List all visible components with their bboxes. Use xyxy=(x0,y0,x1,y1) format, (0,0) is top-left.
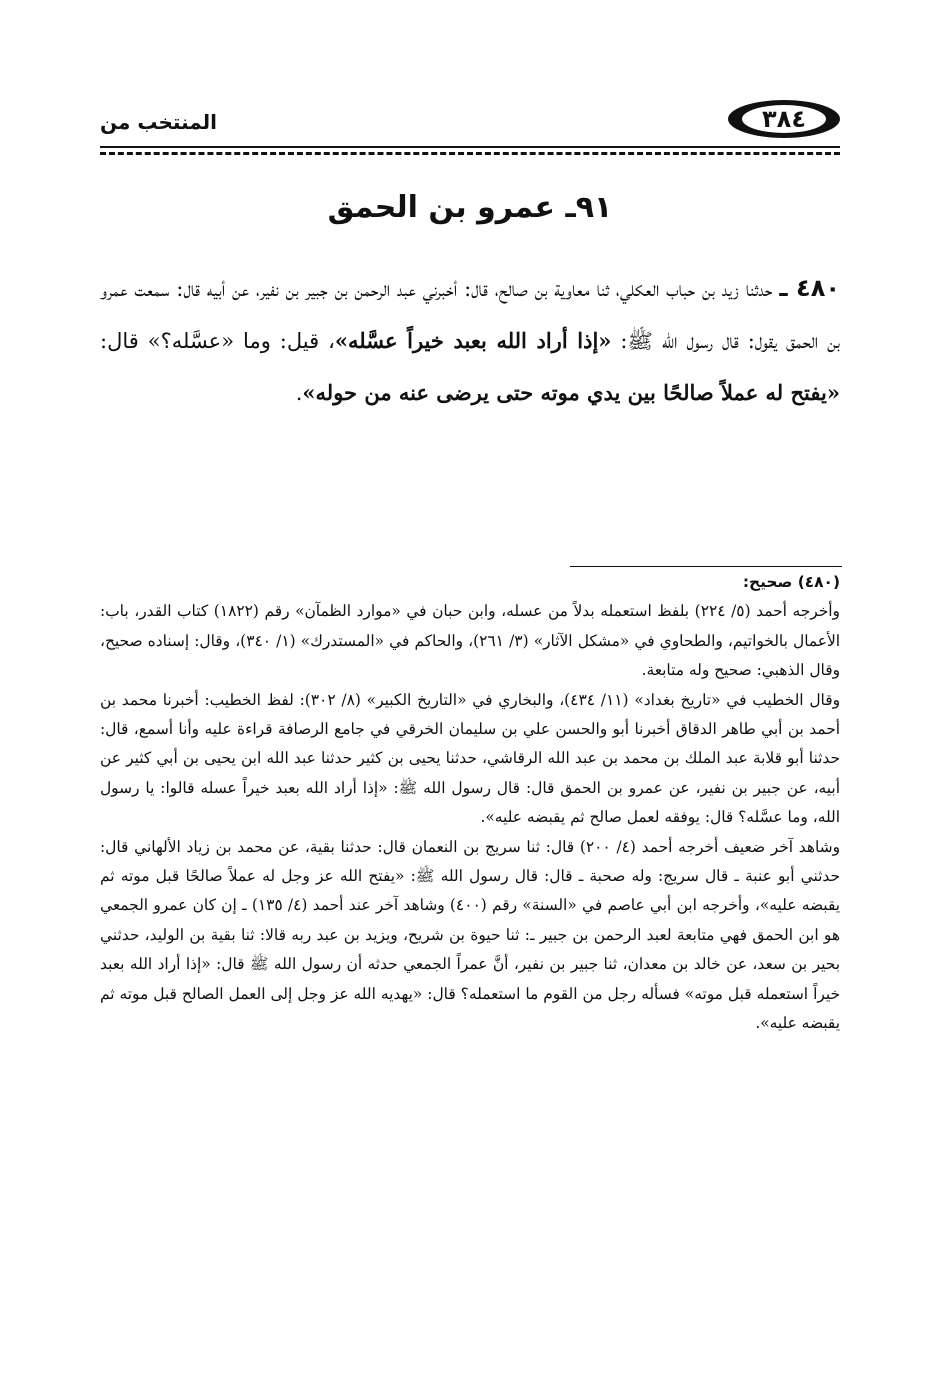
footnote-paragraph: وأخرجه أحمد (٥/ ٢٢٤) بلفظ استعمله بدلاً من عسله، وابن حبان في «موارد الظمآن» رقم (١٨٢٢) كتاب القدر، باب: الأعمال بالخواتيم، والطحاوي في «مشكل الآثار» (٣/ ٢٦١)، والحاكم في «المستدرك» (١/ ٣٤٠)، وقال: إسناده صحيح، وقال الذهبي: صحيح وله متابعة. xyxy=(100,602,841,680)
footnote-separator xyxy=(570,566,842,567)
hadith-isnad: حدثنا زيد بن حباب العكلي، ثنا معاوية بن صالح، قال: أخبرني عبد الرحمن بن جبير بن نفير، عن أبيه قال: سمعت عمرو بن الحمق يقول: قال رسول الله ﷺ: xyxy=(100,277,840,353)
running-title: المنتخب من xyxy=(100,110,218,134)
hadith-quote-1: «إذا أراد الله بعبد خيراً عسَّله» xyxy=(334,328,612,353)
hadith-end: . xyxy=(295,381,303,405)
footnote-paragraph: وقال الخطيب في «تاريخ بغداد» (١١/ ٤٣٤)، والبخاري في «التاريخ الكبير» (٨/ ٣٠٢): لفظ الخطيب: أخبرنا محمد بن أحمد بن أبي طاهر الدقاق أخبرنا أبو والحسن علي بن سليمان الخرقي في جامع الرصافة قراءة عليه وأنا أسمع، قال: حدثنا أبو قلابة عبد الملك بن محمد بن عبد الله الرقاشي، حدثنا يحيى بن كثير حدثنا عبد الله ابن يحيى بن أبي كثير عن أبيه، عن جبير بن نفير، عن عمرو بن الحمق قال: قال رسول الله ﷺ: «إذا أراد الله بعبد خيراً عسله قالوا: يا رسول الله، وما عسَّله؟ قال: يوفقه لعمل صالح ثم يقبضه عليه». xyxy=(100,690,840,827)
hadith-text xyxy=(100,262,840,419)
page-number: ٣٨٤ xyxy=(742,105,826,133)
hadith-continuation: ، قيل: وما «عسَّله؟» قال: xyxy=(100,329,335,353)
page-header xyxy=(100,98,840,148)
header-rule xyxy=(100,146,840,148)
hadith-quote-2: «يفتح له عملاً صالحًا بين يدي موته حتى يرضى عنه من حوله» xyxy=(302,380,840,405)
page-number-badge xyxy=(728,100,840,138)
hadith-number: ٤٨٠ ـ xyxy=(779,274,840,302)
footnote-label-line xyxy=(100,568,840,597)
chapter-title: ٩١ـ عمرو بن الحمق xyxy=(327,190,613,225)
footnote-paragraph: وشاهد آخر ضعيف أخرجه أحمد (٤/ ٢٠٠) قال: ثنا سريج بن النعمان قال: حدثنا بقية، عن محمد بن زياد الألهاني قال: حدثني أبو عنبة ـ قال سريج: وله صحبة ـ قال: قال رسول الله ﷺ: «يفتح الله عز وجل له عملاً صالحًا قبل موته ثم يقبضه عليه»، وأخرجه ابن أبي عاصم في «السنة» رقم (٤٠٠) وشاهد آخر عند أحمد (٤/ ١٣٥) ـ إن كان عمرو الجمعي هو ابن الحمق فهي متابعة لعبد الرحمن بن جبير ـ: ثنا حيوة بن شريح، ويزيد بن عبد ربه قالا: ثنا بقية بن الوليد، حدثني بحير بن سعد، عن خالد بن معدان، ثنا جبير بن نفير، أنَّ عمراً الجمعي حدثه أن رسول الله ﷺ قال: «إذا أراد الله بعبد خيراً استعمله قبل موته» فسأله رجل من القوم ما استعمله؟ قال: «يهديه الله عز وجل إلى العمل الصالح قبل موته ثم يقبضه عليه». xyxy=(100,837,841,1033)
header-dashed-rule xyxy=(100,152,840,155)
footnote-label: (٤٨٠) صحيح: xyxy=(742,573,840,591)
footnotes xyxy=(100,568,840,1039)
